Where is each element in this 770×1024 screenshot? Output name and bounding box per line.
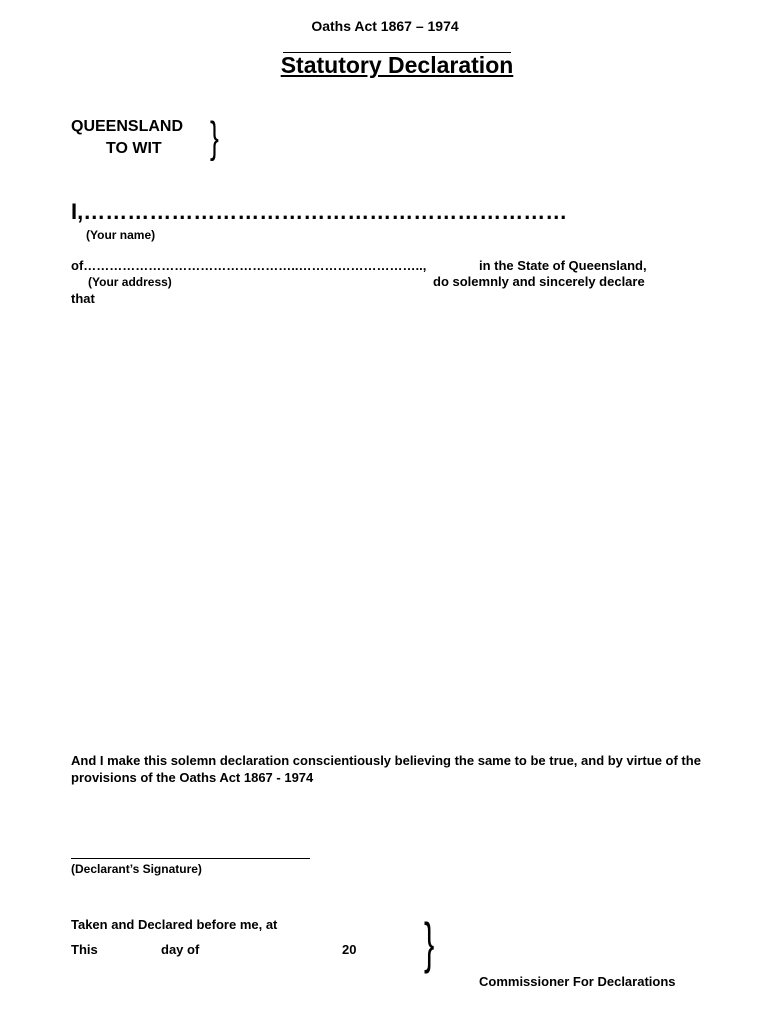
document-title: Statutory Declaration	[280, 52, 514, 78]
that-text: that	[71, 291, 95, 306]
jurisdiction-state: QUEENSLAND	[71, 118, 184, 135]
taken-declared-text: Taken and Declared before me, at	[71, 917, 278, 932]
state-text: in the State of Queensland,	[479, 258, 647, 273]
year-prefix-text: 20	[342, 942, 357, 957]
witness-brace: }	[424, 911, 435, 974]
declarant-address-field[interactable]: of…………………………………………..………………………..,	[71, 258, 427, 273]
jurisdiction-to-wit: TO WIT	[106, 140, 162, 157]
signature-label: (Declarant’s Signature)	[71, 862, 202, 876]
act-title: Oaths Act 1867 – 1974	[311, 18, 459, 34]
declarant-name-field[interactable]: I,…………………………………………………………	[71, 199, 568, 224]
address-hint: (Your address)	[88, 275, 172, 289]
commissioner-label: Commissioner For Declarations	[479, 974, 676, 989]
this-text: This	[71, 942, 98, 957]
declare-text: do solemnly and sincerely declare	[433, 274, 645, 289]
day-of-text: day of	[161, 942, 200, 957]
jurisdiction-brace: }	[210, 113, 219, 162]
closing-statement: And I make this solemn declaration conscientiously believing the same to be true, and by virtue of the provisions of the Oaths Act 1867 - 1974	[71, 753, 701, 785]
name-hint: (Your name)	[86, 228, 156, 242]
signature-line[interactable]	[71, 858, 310, 859]
